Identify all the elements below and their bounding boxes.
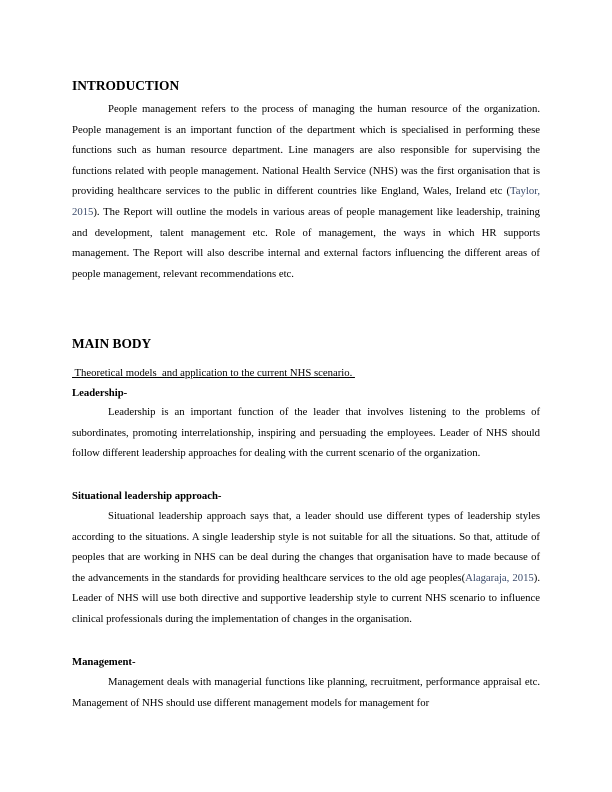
introduction-heading: INTRODUCTION	[72, 78, 180, 93]
situational-citation: Alagaraja, 2015	[465, 571, 534, 584]
introduction-text-part-1: People management refers to the process of managing the human resource of the organization. People management is an important function of the department which is specialised in performing these functions such as human resource department. Line managers are also responsible for supervising the functions related with people management. National Health Service (NHS) was the first organisation that is providing healthcare services to the public in different countries like England, Wales, Ireland etc (	[72, 103, 540, 198]
introduction-citation: Taylor, 2015	[72, 185, 540, 218]
management-paragraph: Management deals with managerial functions like planning, recruitment, performance appraisal etc. Management of NHS should use different management models for management for	[72, 676, 540, 709]
theoretical-models-subheading: Theoretical models and application to the current NHS scenario.	[72, 367, 355, 379]
situational-leadership-paragraph	[72, 506, 540, 630]
situational-text-part-2: ). Leader of NHS will use both directive and supportive leadership style to current NHS scenario to influence clinical professionals during the implementation of changes in the organisation.	[72, 571, 540, 625]
situational-text-part-1: Situational leadership approach says that, a leader should use different types of leadership styles according to the situations. A single leadership style is not suitable for all the situations. So that, attitude of peoples that are working in NHS can be deal during the changes that organisation have to made because of the advancements in the standards for providing healthcare services to the old age peoples(	[72, 510, 540, 584]
main-body-heading: MAIN BODY	[72, 336, 152, 351]
introduction-paragraph	[72, 99, 540, 284]
management-label: Management-	[72, 656, 136, 668]
introduction-text-part-2: ). The Report will outline the models in various areas of people management like leadership, training and development, talent management etc. Role of management, the ways in which HR supports management. The Report will also describe internal and external factors influencing the different areas of people management, relevant recommendations etc.	[72, 205, 540, 280]
leadership-label: Leadership-	[72, 387, 128, 399]
situational-leadership-label: Situational leadership approach-	[72, 490, 222, 502]
leadership-paragraph: Leadership is an important function of the leader that involves listening to the problems of subordinates, promoting interrelationship, inspiring and persuading the employees. Leader of NHS should follow different leadership approaches for dealing with the current scenario of the organization.	[72, 406, 540, 460]
